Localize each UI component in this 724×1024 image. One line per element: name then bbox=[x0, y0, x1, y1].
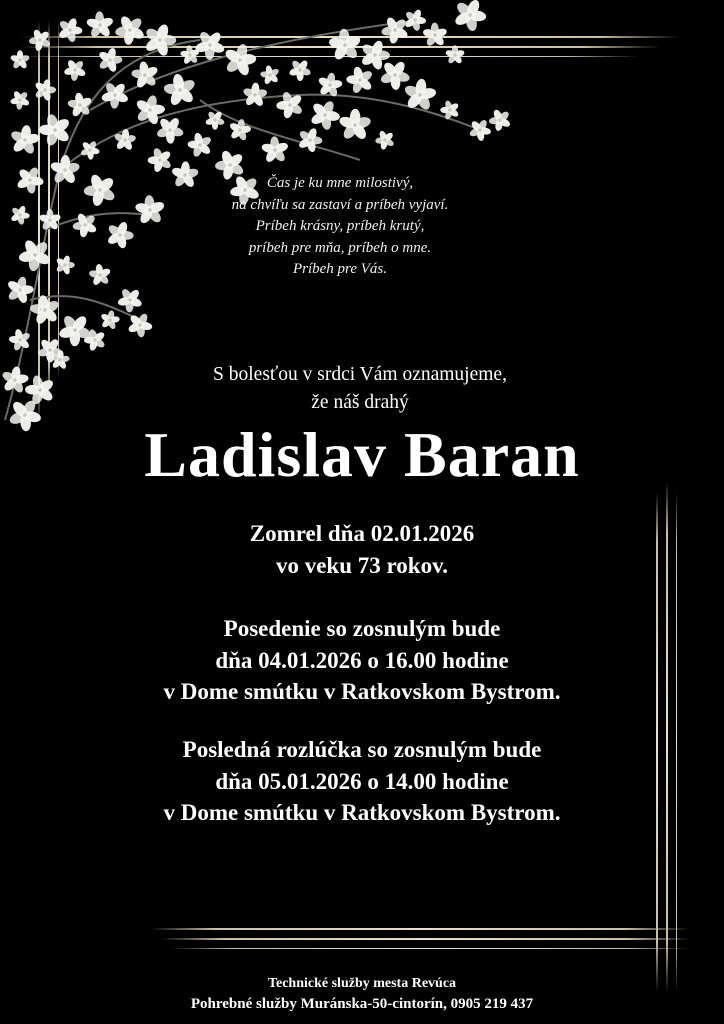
wake-line: v Dome smútku v Ratkovskom Bystrom. bbox=[163, 679, 561, 704]
poem-line: Príbeh krásny, príbeh krutý, bbox=[255, 218, 425, 234]
wake-line: Posedenie so zosnulým bude bbox=[223, 616, 501, 641]
announcement bbox=[130, 361, 590, 417]
poem-line: na chvíľu sa zastaví a príbeh vyjaví. bbox=[231, 196, 449, 213]
farewell-line: v Dome smútku v Ratkovskom Bystrom. bbox=[163, 800, 561, 825]
poem-line: Príbeh pre Vás. bbox=[292, 261, 387, 277]
death-date: Zomrel dňa 02.01.2026 bbox=[249, 521, 475, 546]
death-age: vo veku 73 rokov. bbox=[275, 552, 449, 578]
poem bbox=[170, 173, 510, 281]
footer-contact: Pohrebné služby Muránska-50-cintorín, 0905 219 437 bbox=[190, 996, 534, 1012]
wake-info bbox=[0, 613, 724, 708]
wake-line: dňa 04.01.2026 o 16.00 hodine bbox=[215, 647, 509, 673]
farewell-line: dňa 05.01.2026 o 14.00 hodine bbox=[215, 768, 509, 794]
deceased-name: Ladislav Baran bbox=[144, 419, 580, 490]
farewell-info bbox=[0, 734, 724, 829]
announcement-line: S bolesťou v srdci Vám oznamujeme, bbox=[213, 364, 507, 385]
poem-line: Čas je ku mne milostivý, bbox=[266, 175, 414, 191]
footer-organization: Technické služby mesta Revúca bbox=[267, 976, 457, 991]
announcement-line: že náš drahý bbox=[311, 392, 409, 413]
death-info bbox=[0, 518, 724, 581]
farewell-line: Posledná rozlúčka so zosnulým bude bbox=[182, 737, 542, 762]
poem-line: príbeh pre mňa, príbeh o mne. bbox=[248, 239, 432, 256]
